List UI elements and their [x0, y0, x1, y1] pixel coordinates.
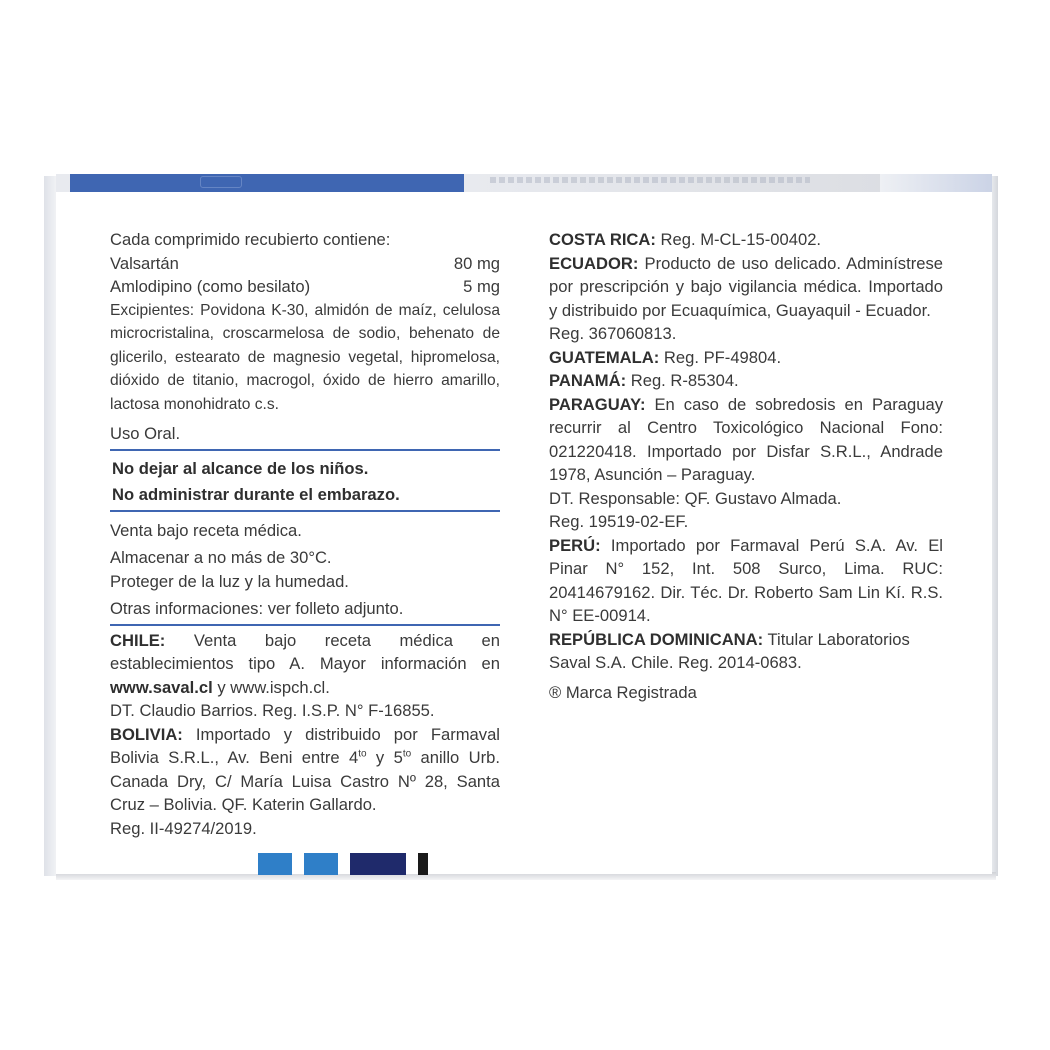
peru-label: PERÚ: [549, 535, 601, 555]
divider [110, 510, 500, 512]
peru-text: Importado por Farmaval Perú S.A. Av. El Pinar N° 152, Int. 508 Surco, Lima. RUC: 20414679162. Dir. Téc. Dr. Roberto Sam Lin Kí. R.S. N° EE-00914. [549, 535, 943, 625]
dominican-republic-label: REPÚBLICA DOMINICANA: [549, 629, 764, 649]
divider [110, 624, 500, 626]
ecuador-reg: Reg. 367060813. [549, 324, 677, 343]
color-swatch [304, 853, 338, 875]
guatemala-text: Reg. PF-49804. [659, 347, 782, 367]
info-line: Otras informaciones: ver folleto adjunto. [110, 599, 404, 618]
paraguay-reg: Reg. 19519-02-EF. [549, 512, 689, 531]
ingredient-name: Valsartán [110, 253, 179, 273]
chile-label: CHILE: [110, 630, 166, 650]
dominican-republic-text: Titular Laboratorios Saval S.A. Chile. Reg. 2014-0683. [549, 629, 910, 672]
bolivia-section [110, 723, 500, 817]
chile-text-2: y www.ispch.cl. [212, 677, 330, 697]
box-top-flap-blue-band [70, 174, 464, 192]
chile-dt: DT. Claudio Barrios. Reg. I.S.P. N° F-16855. [110, 701, 435, 720]
costa-rica-section [549, 228, 943, 252]
flap-logo-mark [200, 176, 242, 188]
trademark-note: ® Marca Registrada [549, 682, 697, 702]
panama-label: PANAMÁ: [549, 371, 627, 390]
ecuador-label: ECUADOR: [549, 253, 639, 273]
ecuador-section [549, 252, 943, 323]
chile-website-link[interactable]: www.saval.cl [110, 677, 213, 697]
flap-right-block [880, 174, 992, 192]
ingredient-row [110, 252, 500, 276]
panama-section [549, 369, 943, 393]
peru-section [549, 534, 943, 628]
paraguay-dt: DT. Responsable: QF. Gustavo Almada. [549, 488, 842, 508]
left-column [110, 228, 500, 840]
excipients-text: Excipientes: Povidona K-30, almidón de maíz, celulosa microcristalina, croscarmelosa de sodio, behenato de glicerilo, estearato de magnesio vegetal, hipromelosa, dióxido de titanio, macrogol, óxido de hierro amarillo, lactosa monohidrato c.s. [110, 301, 500, 413]
paraguay-section [549, 393, 943, 487]
bolivia-sup-2: to [402, 748, 412, 760]
usage-route: Uso Oral. [110, 424, 181, 443]
composition-intro: Cada comprimido recubierto contiene: [110, 230, 391, 249]
ingredient-name: Amlodipino (como besilato) [110, 277, 311, 296]
costa-rica-label: COSTA RICA: [549, 230, 656, 249]
chile-text: Venta bajo receta médica en establecimientos tipo A. Mayor información en [110, 630, 500, 673]
panama-text: Reg. R-85304. [626, 371, 739, 390]
info-line: Venta bajo receta médica. [110, 520, 302, 540]
ingredient-dose: 80 mg [453, 253, 500, 273]
divider [110, 449, 500, 451]
chile-section [110, 629, 500, 700]
warning-pregnancy: No administrar durante el embarazo. [112, 485, 400, 504]
bolivia-sup: to [358, 748, 367, 760]
guatemala-section [549, 346, 943, 370]
ingredient-row [110, 275, 500, 299]
info-line: Proteger de la luz y la humedad. [110, 571, 349, 591]
paraguay-label: PARAGUAY: [549, 394, 646, 414]
bolivia-reg: Reg. II-49274/2019. [110, 818, 257, 838]
ecuador-text: Producto de uso delicado. Adminístrese por prescripción y bajo vigilancia médica. Importado y distribuido por Ecuaquímica, Guayaquil - Ecuador. [549, 253, 943, 320]
ingredient-dose: 5 mg [463, 277, 500, 296]
paraguay-text: En caso de sobredosis en Paraguay recurrir al Centro Toxicológico Nacional Fono: 021220418. Importado por Disfar S.R.L., Andrade 1978, Asunción – Paraguay. [549, 394, 943, 484]
guatemala-label: GUATEMALA: [549, 347, 660, 367]
info-line: Almacenar a no más de 30°C. [110, 548, 332, 567]
right-column [549, 228, 943, 704]
bolivia-text-3: anillo Urb. Canada Dry, C/ María Luisa Castro Nº 28, Santa Cruz – Bolivia. QF. Katerin Gallardo. [110, 748, 500, 814]
warning-children: No dejar al alcance de los niños. [112, 458, 369, 478]
flap-mirrored-text [490, 177, 810, 183]
color-swatch [258, 853, 292, 875]
bolivia-text-2: y 5 [366, 748, 403, 767]
color-swatch [418, 853, 428, 875]
bolivia-text: Importado y distribuido por Farmaval Bolivia S.R.L., Av. Beni entre 4 [110, 724, 500, 767]
bolivia-label: BOLIVIA: [110, 724, 183, 744]
color-swatch [350, 853, 406, 875]
costa-rica-text: Reg. M-CL-15-00402. [655, 230, 822, 249]
dominican-republic-section [549, 628, 943, 675]
